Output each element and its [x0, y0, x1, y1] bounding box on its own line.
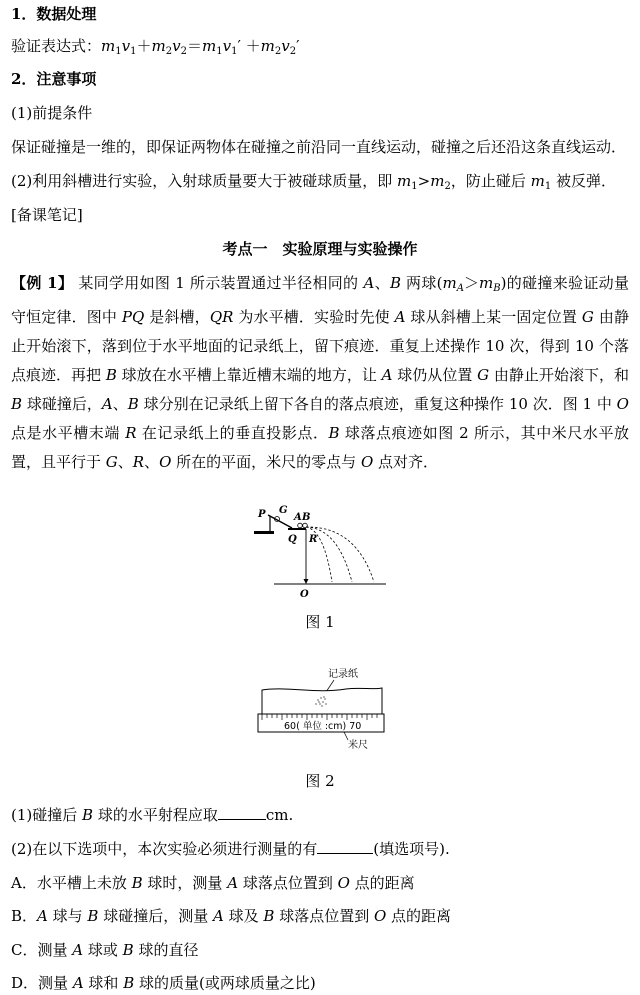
ruler-label: 米尺	[348, 740, 368, 751]
paper-label: 记录纸	[328, 669, 358, 680]
subsection-1-text: 保证碰撞是一维的，即保证两物体在碰撞之前沿同一直线运动，碰撞之后还沿这条直线运动．	[11, 138, 627, 156]
ball-a	[298, 523, 303, 528]
option-a: A．水平槽上未放 B 球时，测量 A 球落点位置到 O 点的距离	[11, 874, 415, 892]
label-q: Q	[288, 534, 297, 545]
label-b: B	[302, 512, 311, 523]
plumb-arrow	[304, 579, 309, 584]
formula-line	[11, 36, 629, 62]
table-base	[254, 531, 274, 534]
label-r: R	[309, 534, 318, 545]
option-d: D．测量 A 球和 B 球的质量(或两球质量之比)	[11, 974, 316, 992]
label-g: G	[279, 505, 288, 516]
label-p: P	[258, 509, 266, 520]
record-paper	[262, 688, 382, 714]
sub2-part-a: (2)利用斜槽进行实验，入射球质量要大于被碰球质量，即	[11, 172, 398, 190]
ruler-text: 60( 单位 :cm) 70	[284, 721, 362, 732]
section-1-title: 1．数据处理	[11, 5, 97, 23]
formula: $m_1v_1+m_2v_2=m_1v_1' +m_2v_2'$	[101, 37, 300, 57]
option-b: B．A 球与 B 球碰撞后，测量 A 球及 B 球落点位置到 O 点的距离	[11, 907, 452, 925]
section-2-title: 2．注意事项	[11, 70, 97, 88]
figure-2-diagram	[256, 664, 386, 752]
answer-blank-1[interactable]	[218, 805, 266, 820]
figure-1-diagram	[250, 504, 390, 600]
topic-heading: 考点一 实验原理与实验操作	[222, 240, 418, 258]
example-paragraph: 【例 1】 某同学用如图 1 所示装置通过半径相同的 A、B 两球$(m_A>m_B)$的碰撞来验证动量守恒定律．图中 PQ 是斜槽，QR 为水平槽．实验时先使 A 球从斜槽上某一固定位置 G 由静止开始滚下，落到位于水平地面的记录纸上，留下痕迹．重复上述操作 10 次，得到 10 个落点痕迹．再把 B 球放在水平槽上靠近槽末端的地方，让 A 球仍从位置 G 由静止开始滚下，和 B 球碰撞后，A、B 球分别在记录纸上留下各自的落点痕迹，重复这种操作 10 次．图 1 中 O 点是水平槽末端 R 在记录纸上的垂直投影点．B 球落点痕迹如图 2 所示，其中米尺水平放置，且平行于 G、R、O 所在的平面，米尺的零点与 O 点对齐．	[11, 274, 629, 471]
incline-pq	[268, 515, 292, 528]
example-tag: 【例 1】	[11, 274, 74, 292]
answer-blank-2[interactable]	[317, 839, 373, 854]
subsection-2-text: (2)利用斜槽进行实验，入射球质量要大于被碰球质量，即 $m_1>m_2$，防止碰后 $m_1$ 被反弹．	[11, 172, 616, 192]
subsection-1-title: (1)前提条件	[11, 104, 93, 122]
formula-label: 验证表达式：	[11, 37, 102, 55]
option-c: C．测量 A 球或 B 球的直径	[11, 941, 199, 959]
sub2-part-c: 被反弹．	[551, 172, 616, 190]
notes-label: [备课笔记]	[11, 206, 83, 224]
label-o: O	[300, 589, 309, 600]
label-a: A	[294, 512, 302, 523]
figure-1-caption: 图 1	[305, 613, 335, 631]
question-1: (1)碰撞后 B 球的水平射程应取 cm.	[11, 806, 294, 824]
question-2: (2)在以下选项中，本次实验必须进行测量的有 (填选项号).	[11, 840, 450, 858]
figure-2-caption: 图 2	[305, 772, 335, 790]
sub2-part-b: ，防止碰后	[450, 172, 531, 190]
